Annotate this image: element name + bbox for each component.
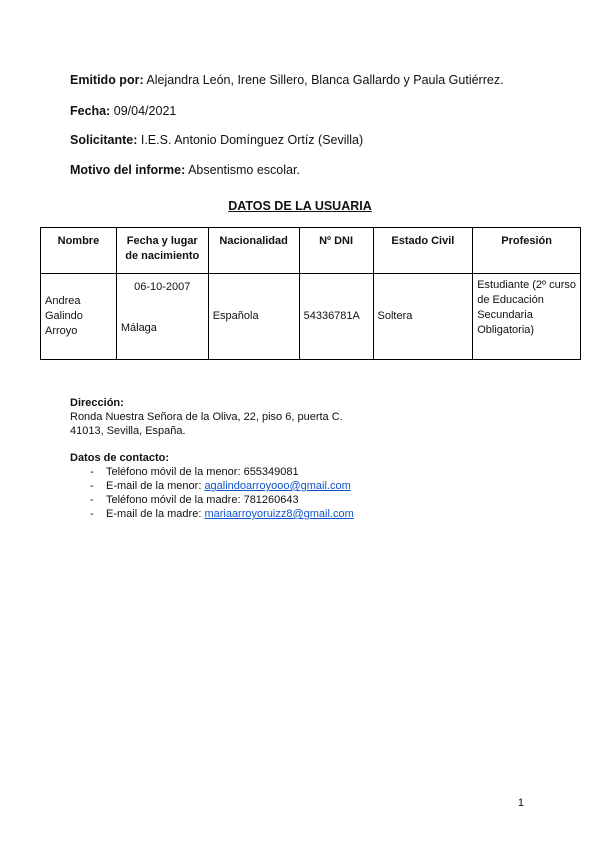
fecha-value: 09/04/2021: [113, 104, 177, 118]
cell-estado-civil: Soltera: [373, 274, 473, 360]
header-dni: Nº DNI: [299, 228, 373, 274]
contacto-block: [70, 451, 354, 521]
header-nacionalidad: Nacionalidad: [208, 228, 299, 274]
list-item: [70, 465, 354, 479]
section-title: DATOS DE LA USUARIA: [228, 199, 372, 213]
contact-email-menor-label: E-mail de la menor:: [106, 480, 205, 492]
fecha-label: Fecha:: [70, 104, 111, 118]
cell-lugar-nacimiento: Málaga: [120, 322, 157, 334]
fecha: [70, 103, 176, 119]
motivo-label: Motivo del informe:: [70, 163, 186, 177]
direccion-block: [70, 396, 343, 438]
cell-fecha-nacimiento: 06-10-2007: [134, 281, 191, 293]
contact-phone-madre: Teléfono móvil de la madre: 781260643: [106, 494, 299, 506]
table-header-row: [41, 228, 581, 274]
contact-phone-menor: Teléfono móvil de la menor: 655349081: [106, 466, 299, 478]
cell-nombre: Andrea Galindo Arroyo: [41, 274, 117, 360]
solicitante-label: Solicitante:: [70, 133, 138, 147]
motivo: [70, 162, 300, 178]
cell-profesion: Estudiante (2º curso de Educación Secundaria Obligatoria): [473, 274, 581, 360]
email-menor-link[interactable]: agalindoarroyooo@gmail.com: [204, 480, 351, 492]
solicitante-value: I.E.S. Antonio Domínguez Ortíz (Sevilla): [140, 133, 364, 147]
page-number: 1: [517, 797, 524, 809]
direccion-line1: Ronda Nuestra Señora de la Oliva, 22, piso 6, puerta C.: [70, 411, 343, 423]
user-data-table: [40, 227, 581, 360]
header-nombre: Nombre: [41, 228, 117, 274]
motivo-value: Absentismo escolar.: [188, 163, 300, 177]
contact-email-madre-label: E-mail de la madre:: [106, 508, 205, 520]
cell-dni: 54336781A: [299, 274, 373, 360]
solicitante: [70, 132, 363, 148]
cell-nacionalidad: Española: [208, 274, 299, 360]
emitido-por: [70, 72, 504, 88]
table-row: [41, 274, 581, 360]
list-item: [70, 493, 354, 507]
email-madre-link[interactable]: mariaarroyoruizz8@gmail.com: [204, 508, 354, 520]
list-item: [70, 507, 354, 521]
direccion-line2: 41013, Sevilla, España.: [70, 425, 186, 437]
contacto-label: Datos de contacto:: [70, 452, 170, 464]
direccion-label: Dirección:: [70, 397, 124, 409]
header-estado-civil: Estado Civil: [373, 228, 473, 274]
cell-fecha-lugar: [116, 274, 208, 360]
emitido-por-value: Alejandra León, Irene Sillero, Blanca Gallardo y Paula Gutiérrez.: [146, 73, 504, 87]
emitido-por-label: Emitido por:: [70, 73, 144, 87]
list-item: [70, 479, 354, 493]
header-profesion: Profesión: [473, 228, 581, 274]
header-fecha-lugar: Fecha y lugar de nacimiento: [116, 228, 208, 274]
contact-list: [70, 465, 354, 521]
